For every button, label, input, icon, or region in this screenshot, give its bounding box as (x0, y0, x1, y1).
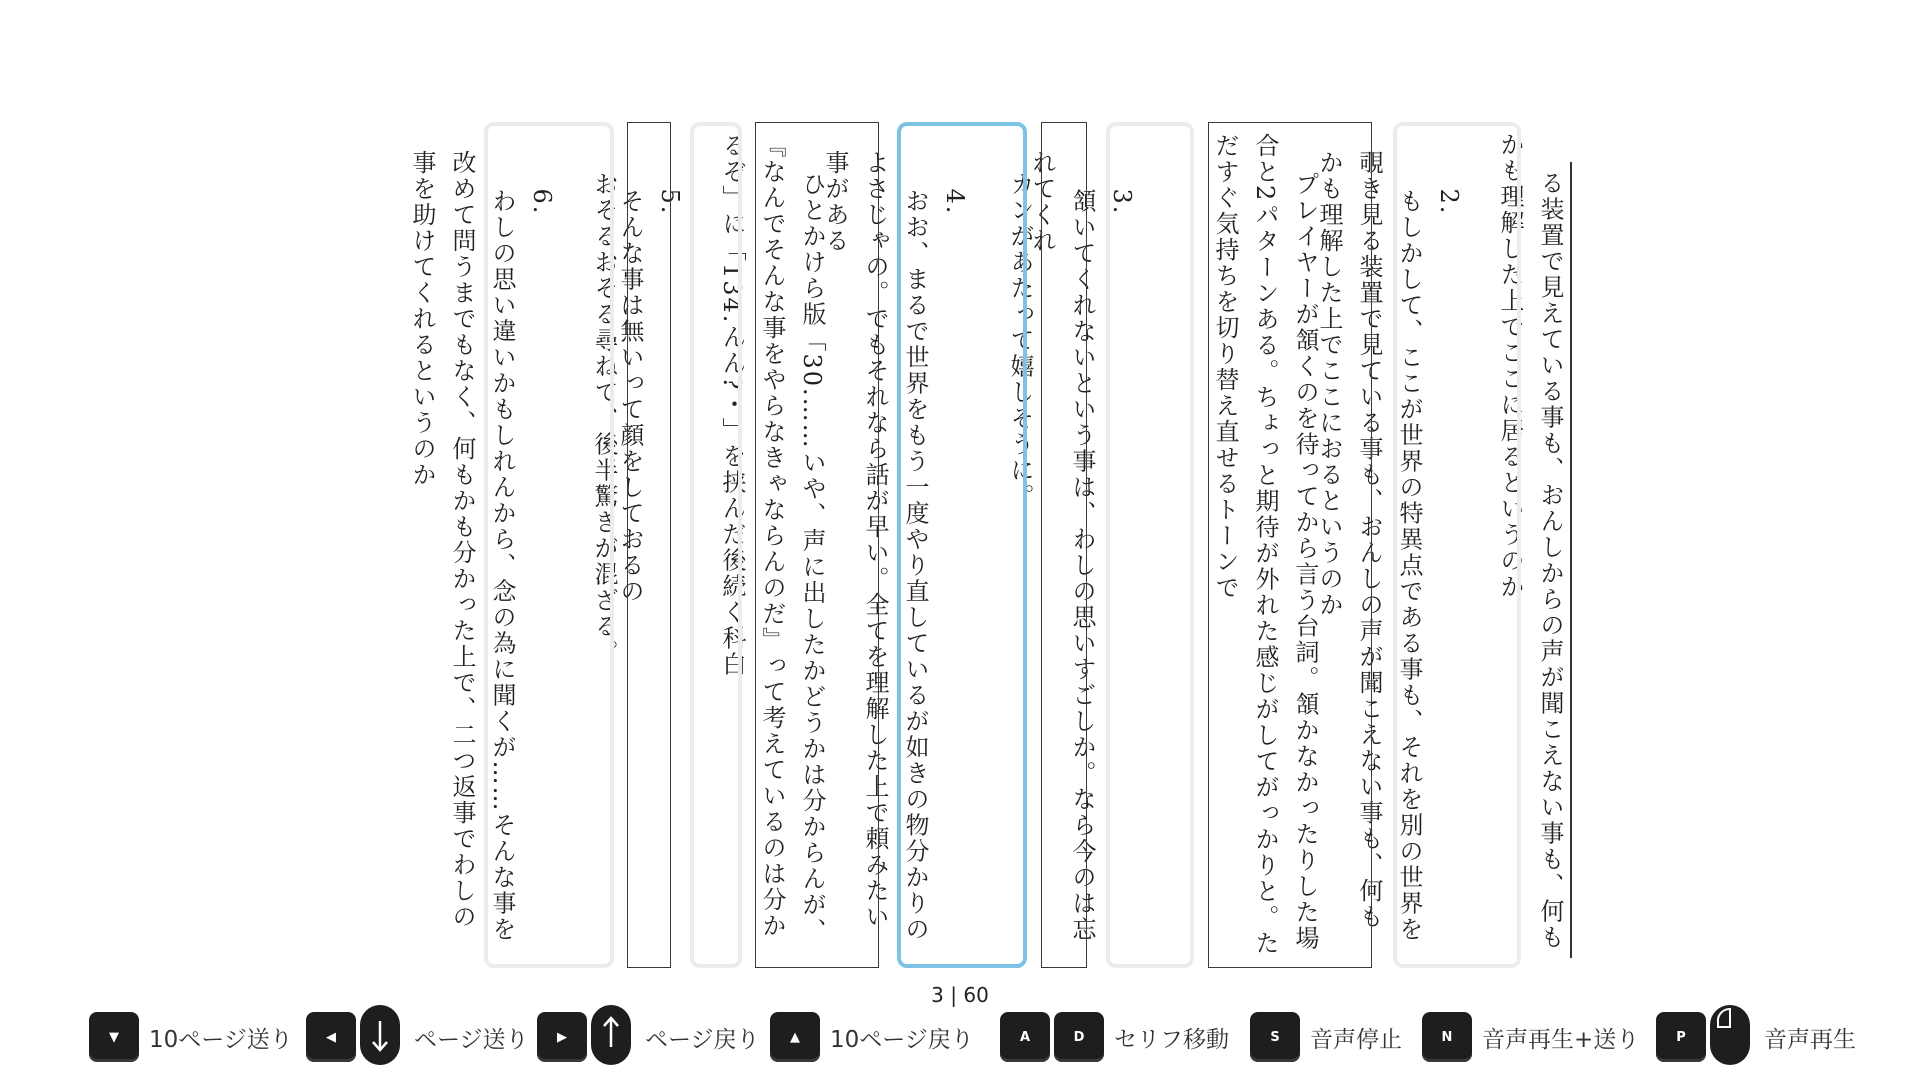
note-text: おそるおそる尋ねて、後半驚きが混ざる。 (590, 171, 618, 666)
hint-label: 10ページ戻り (830, 1026, 974, 1053)
note-text: カンがあたって嬉しそうに。 (1006, 171, 1034, 510)
choice-card-5[interactable] (616, 122, 742, 968)
hint-label: ページ送り (414, 1026, 529, 1053)
choice-number: 2. (1435, 188, 1463, 216)
choice-number: 6. (528, 188, 556, 216)
mouse-wheel-down-icon (360, 1005, 400, 1065)
mouse-left-click-icon (1710, 1005, 1750, 1065)
choice-text: わしの思い違いかもしれんから、念の為に聞くが……そんな事を改めて問うまでもなく、何もかも分かった上で、二つ返事でわしの事を助けてくれるというのか (408, 150, 516, 943)
choice-card-6[interactable] (408, 122, 614, 968)
key-left-arrow[interactable]: ◀ (306, 1012, 356, 1062)
choice-number: 4. (941, 188, 969, 216)
choice-text: もしかして、ここが世界の特異点である事も、それを別の世界を覗き見る装置で見ている事も、おんしの声が聞こえない事も、何もかも理解した上でここにおるというのか (1315, 150, 1423, 943)
key-a[interactable]: A (1000, 1012, 1050, 1062)
hint-page-forward[interactable] (306, 1011, 529, 1063)
hint-voice-play[interactable] (1656, 1011, 1856, 1063)
choice-card-2[interactable] (1315, 122, 1521, 968)
hint-label: 10ページ送り (149, 1026, 293, 1053)
choice-number: 3. (1108, 188, 1136, 216)
mouse-wheel-up-icon (591, 1005, 631, 1065)
choice-text: 頷いてくれないという事は、わしの思いすごしか。なら今のは忘れてくれ (1028, 150, 1096, 943)
strikethrough-mark (1570, 162, 1572, 958)
key-up-arrow[interactable]: ▲ (770, 1012, 820, 1062)
direction-note (590, 122, 671, 968)
hint-voice-play-advance[interactable] (1422, 1011, 1639, 1063)
key-right-arrow[interactable]: ▶ (537, 1012, 587, 1062)
key-d[interactable]: D (1054, 1012, 1104, 1062)
direction-note (718, 122, 879, 968)
choice-card-4-selected[interactable] (821, 122, 1027, 968)
choice-number: 5. (656, 188, 684, 216)
hint-10-page-back[interactable] (770, 1011, 974, 1063)
hint-page-back[interactable] (537, 1011, 760, 1063)
note-text: プレイヤーが頷くのを待ってから言う台詞。頷かなかったりした場合と2パターンある。ちょっと期待が外れた感じがしてがっかりと。ただすぐ気持ちを切り替え直せるトーンで (1211, 133, 1319, 957)
hint-10-page-forward[interactable] (89, 1011, 293, 1063)
note-text: ひとかけら版「30.……いや、声に出したかどうかは分からんが、『なんでそんな事をやらなきゃならんのだ』って考えているのは分かるぞ」に「134.んん?・」を挟んだ後続く科白 (718, 133, 826, 944)
choice-text: おお、まるで世界をもう一度やり直しているが如きの物分かりのよさじゃの。でもそれなら話が早い。全てを理解した上で頼みたい事がある (821, 150, 929, 943)
hint-label: ページ戻り (645, 1026, 760, 1053)
choice-card-3[interactable] (1028, 122, 1194, 968)
line-text: る装置で見えている事も、おんしからの声が聞こえない事も、何もかも理解した上でここに居るというのか (1496, 132, 1564, 951)
direction-note (1208, 122, 1372, 968)
key-n[interactable]: N (1422, 1012, 1472, 1062)
hint-label: セリフ移動 (1114, 1026, 1229, 1053)
hint-label: 音声停止 (1310, 1026, 1402, 1053)
hint-line-move[interactable] (1000, 1011, 1229, 1063)
hint-label: 音声再生+送り (1482, 1026, 1640, 1053)
key-s[interactable]: S (1250, 1012, 1300, 1062)
key-down-arrow[interactable]: ▼ (89, 1012, 139, 1062)
page-indicator: 3 | 60 (931, 983, 989, 1007)
line-column-continued (1496, 122, 1610, 968)
key-p[interactable]: P (1656, 1012, 1706, 1062)
hint-label: 音声再生 (1764, 1026, 1856, 1053)
choice-text: そんな事は無いって顔をしておるの (616, 188, 644, 605)
hint-voice-stop[interactable] (1250, 1011, 1402, 1063)
direction-note (1006, 122, 1087, 968)
